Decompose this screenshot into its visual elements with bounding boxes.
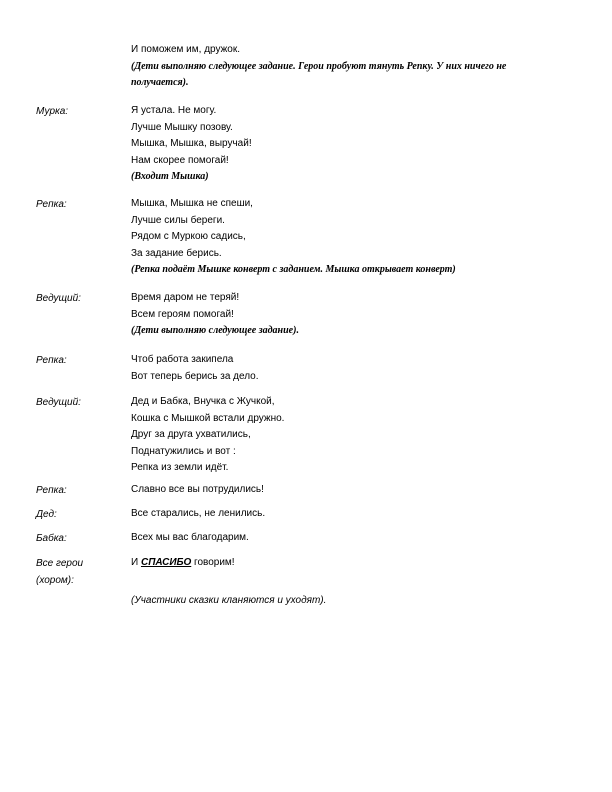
dialogue-line: И поможем им, дружок. (131, 44, 240, 55)
speaker-label: Репка: (36, 355, 67, 366)
dialogue-line: Поднатужились и вот : (131, 445, 236, 457)
dialogue-line: Время даром не теряй! (131, 292, 240, 303)
speaker-label: Дед: (36, 509, 57, 520)
dialogue-line: Лучше Мышку позову. (131, 121, 233, 133)
dialogue-line: Мышка, Мышка, выручай! (131, 138, 252, 149)
dialogue-lines (131, 290, 571, 340)
speaker-label: Репка: (36, 199, 67, 210)
stage-direction: (Дети выполняю следующее задание. Герои пробуют тянуть Репку. У них ничего не получается). (131, 60, 507, 88)
speaker-label: Мурка: (36, 106, 69, 117)
dialogue-lines (131, 352, 571, 385)
speaker-label: Бабка: (36, 533, 67, 544)
stage-direction: (Входит Мышка) (131, 171, 209, 182)
dialogue-line: Всем героям помогай! (131, 308, 234, 320)
closing-stage-direction: (Участники сказки кланяются и уходят). (131, 595, 327, 606)
dialogue-line: Чтоб работа закипела (131, 354, 234, 365)
speaker-label: Ведущий: (36, 397, 81, 408)
emphasized-word: СПАСИБО (140, 557, 192, 568)
speaker-label-line: (хором): (36, 575, 74, 586)
dialogue-lines (131, 196, 571, 279)
stage-direction: (Дети выполняю следующее задание). (131, 325, 299, 336)
dialogue-line: Лучше силы береги. (131, 214, 225, 226)
dialogue-line: Все старались, не ленились. (131, 508, 266, 519)
stage-direction: (Репка подаёт Мышке конверт с заданием. Мышка открывает конверт) (131, 264, 456, 275)
dialogue-lines (131, 42, 571, 92)
dialogue-line: Нам скорее помогай! (131, 154, 229, 166)
speaker-label-line: Все герои (36, 558, 84, 569)
dialogue-lines (131, 482, 571, 499)
dialogue-lines (131, 555, 571, 572)
dialogue-line: Репка из земли идёт. (131, 462, 229, 473)
speaker-label: Репка: (36, 485, 67, 496)
speaker-label (36, 555, 126, 589)
final-pre: И (131, 557, 141, 568)
dialogue-line: Друг за друга ухватились, (131, 429, 251, 440)
dialogue-lines (131, 506, 571, 523)
dialogue-line: Я устала. Не могу. (131, 105, 217, 116)
dialogue-line: Славно все вы потрудились! (131, 484, 264, 495)
dialogue-line (131, 555, 571, 572)
dialogue-lines (131, 530, 571, 547)
dialogue-line: Кошка с Мышкой встали дружно. (131, 412, 285, 424)
dialogue-lines (131, 593, 571, 610)
dialogue-line: Рядом с Муркою садись, (131, 231, 246, 242)
speaker-label: Ведущий: (36, 293, 81, 304)
final-post: говорим! (191, 557, 235, 568)
dialogue-line: Вот теперь берись за дело. (131, 370, 259, 382)
dialogue-lines (131, 103, 571, 186)
dialogue-lines (131, 394, 571, 477)
dialogue-line: Всех мы вас благодарим. (131, 532, 249, 543)
dialogue-line: Дед и Бабка, Внучка с Жучкой, (131, 396, 275, 407)
dialogue-line: За задание берись. (131, 247, 222, 259)
dialogue-line: Мышка, Мышка не спеши, (131, 198, 253, 209)
